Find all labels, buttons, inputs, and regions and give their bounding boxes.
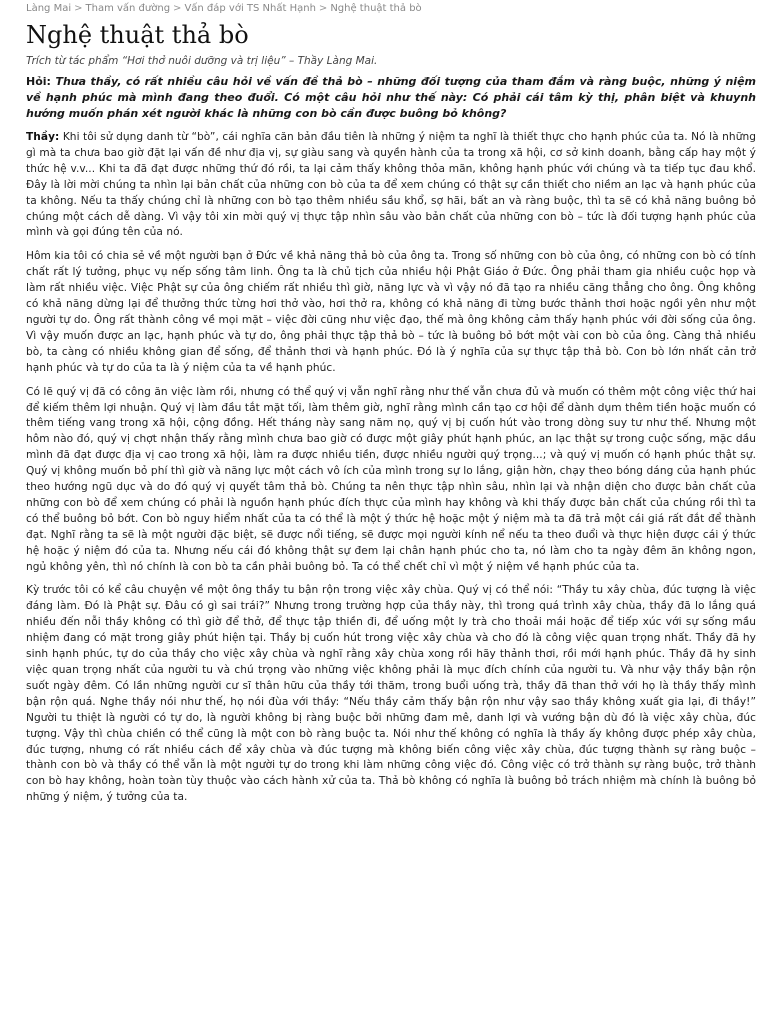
breadcrumb: [26, 0, 756, 18]
answer-paragraph-3: Có lẽ quý vị đã có công ăn việc làm rồi, nhưng có thể quý vị vẫn nghĩ rằng như thế vẫn chưa đủ và muốn có thêm một công việc thứ hai để kiếm thêm lợi nhuận. Quý vị làm đầu tắt mặt tối, làm thêm giờ, nghĩ rằng mình cần tạo cơ hội để dành dụm thêm tiền hoặc muốn có thêm tiếng vang trong xã hội, cộng đồng. Hết tháng này sang năm nọ, quý vị bị cuốn hút vào trong dòng suy tư như thế. Nhưng một hôm nào đó, quý vị chợt nhận thấy rằng mình chưa bao giờ có được một giây phút hạnh phúc, an lạc thật sự trong cuộc sống, mặc dầu mình đã đạt được địa vị cao trong xã hội, làm ra được nhiều tiền, được nhiều người quý trọng...; và quý vị muốn có hạnh phúc thật sự. Quý vị không muốn bỏ phí thì giờ và năng lực một cách vô ích của mình trong sự lo lắng, giận hờn, chạy theo bóng dáng của hạnh phúc theo hướng ngũ dục và do đó quý vị quyết tâm thả bò. Chúng ta nên thực tập nhìn sâu, nhìn lại và nhận diện cho được bản chất của những con bò để xem chúng có phải là nguồn hạnh phúc đích thực của mình hay không và khi thấy được bản chất của chúng rồi thì ta có thể buông bỏ bớt. Con bò nguy hiểm nhất của ta có thể là một ý thức hệ hoặc một ý niệm mà ta đã trả một cái giá rất đắt để thành đạt. Nghĩ rằng ta sẽ là một người đặc biệt, sẽ được nổi tiếng, sẽ được mọi người kính nể nếu ta theo đuổi và thực hiện được cái ý thức hệ hoặc ý niệm đó của ta. Nhưng nếu cái đó không thật sự đem lại chân hạnh phúc cho ta, nó làm cho ta ngày đêm ăn không ngon, ngủ không yên, thì nó chính là con bò ta cần phải buông bỏ. Ta có thể chết chỉ vì một ý niệm về hạnh phúc của ta.: [26, 385, 756, 573]
answer-label: Thầy:: [26, 131, 60, 143]
source-note: Trích từ tác phẩm “Hơi thở nuôi dưỡng và trị liệu” – Thầy Làng Mai.: [26, 55, 378, 67]
question-label: Hỏi:: [26, 75, 51, 88]
page-title: Nghệ thuật thả bò: [26, 21, 249, 49]
question-paragraph: [26, 74, 756, 122]
breadcrumb-current: Nghệ thuật thả bò: [330, 3, 422, 14]
breadcrumb-link-van-dap[interactable]: Vấn đáp với TS Nhất Hạnh: [184, 3, 316, 14]
breadcrumb-link-lang-mai[interactable]: Làng Mai: [26, 3, 72, 14]
question-text: Thưa thầy, có rất nhiều câu hỏi về vấn đề thả bò – những đối tượng của tham đắm và ràng buộc, những ý niệm về hạnh phúc mà mình đang theo đuổi. Có một câu hỏi như thế này: Có phải cái tâm kỳ thị, phân biệt và khuynh hướng muốn phán xét người khác là những con bò cần được buông bỏ không?: [26, 75, 756, 120]
breadcrumb-link-tham-van-duong[interactable]: Tham vấn đường: [85, 3, 171, 14]
answer-paragraph-2: Hôm kia tôi có chia sẻ về một người bạn ở Đức về khả năng thả bò của ông ta. Trong số những con bò của ông, có những con bò có tính chất rất lý tưởng, phục vụ nếp sống tâm linh. Ông ta là chủ tịch của nhiều hội Phật Giáo ở Đức. Ông phải tham gia nhiều cuộc họp và làm rất nhiều việc. Việc Phật sự của ông chiếm rất nhiều thì giờ, năng lực và vì vậy nó đã tạo ra nhiều căng thẳng cho ông. Ông không có khả năng dừng lại để thưởng thức từng hơi thở vào, hơi thở ra, không có khả năng đi từng bước thảnh thơi hoặc ngồi yên như một người tự do. Ông rất thành công về mọi mặt – việc đời cũng như việc đạo, thế mà ông không cảm thấy hạnh phúc với đời sống của ông. Vì vậy muốn được an lạc, hạnh phúc và tự do, ông phải thực tập thả bò – tức là buông bỏ bớt một vài con bò của ông. Càng thả nhiều bò, ta càng có nhiều không gian để sống, để thảnh thơi và hạnh phúc. Đó là ý nghĩa của sự thực tập thả bò. Con bò lớn nhất cản trở hạnh phúc và tự do của ta là ý niệm của ta về hạnh phúc.: [26, 250, 756, 374]
breadcrumb-separator: >: [74, 3, 83, 14]
answer-paragraph-1: [26, 130, 756, 241]
answer-paragraph-4: Kỳ trước tôi có kể câu chuyện về một ông thầy tu bận rộn trong việc xây chùa. Quý vị có thể nói: “Thầy tu xây chùa, đúc tượng là việc đáng làm. Đó là Phật sự. Đâu có gì sai trái?” Nhưng trong trường hợp của thầy này, thì trong quá trình xây chùa, thầy đã lo lắng quá nhiều đến nỗi thầy không có thì giờ để thở, để thực tập thiền đi, để uống một ly trà cho thoải mái hoặc để tiếp xúc với sự sống mầu nhiệm đang có mặt trong giây phút hiện tại. Thầy bị cuốn hút trong việc xây chùa và cho đó là công việc quan trọng nhất. Thầy đã hy sinh hạnh phúc, tự do của thầy cho việc xây chùa và nghĩ rằng xây chùa xong rồi hãy thảnh thơi, rồi mới hạnh phúc. Thầy đã hy sinh việc quan trọng nhất của người tu và chú trọng vào những việc không phải là mục đích chính của người tu. Và như vậy thầy bận rộn suốt ngày đêm. Có lần những người cư sĩ thân hữu của thầy tới thăm, trong buổi uống trà, thầy đã than thở với họ là thầy thấy mình bận rộn quá. Nghe thầy nói như thế, họ nói đùa với thầy: “Nếu thầy cảm thấy bận rộn như vậy sao thầy không xuất gia lại, đi thầy!” Người tu thiệt là người có tự do, là người không bị ràng buộc bởi những đam mê, danh lợi và vướng bận dù đó là việc xây chùa, đúc tượng. Vậy thì chùa chiền có thể cũng là một con bò ràng buộc ta. Nói như thế không có nghĩa là thầy ấy không được phép xây chùa, đúc tượng, nhưng có rất nhiều cách để xây chùa và đúc tượng mà không biến công việc xây chùa, đúc tượng thành sự ràng buộc – thành con bò và thầy có thể vẫn là một người tự do trong khi làm những công việc đó. Công việc có trở thành sự ràng buộc, trở thành con bò hay không, hoàn toàn tùy thuộc vào cách hành xử của ta. Thả bò không có nghĩa là buông bỏ trách nhiệm mà chính là buông bỏ những ý niệm, ý tưởng của ta.: [26, 584, 756, 804]
breadcrumb-separator: >: [173, 3, 182, 14]
paragraph-text: Khi tôi sử dụng danh từ “bò”, cái nghĩa căn bản đầu tiên là những ý niệm ta nghĩ là thiết thực cho hạnh phúc của ta. Nó là những gì mà ta chưa bao giờ đặt lại vấn đề như địa vị, sự giàu sang và quyền hành của ta trong xã hội, cơ sở kinh doanh, bằng cấp hay một ý thức hệ v.v... Khi ta đã đạt được những thứ đó rồi, ta lại cảm thấy không thỏa mãn, không hạnh phúc với chúng và ta tiếp tục đau khổ. Đây là lời mời chúng ta nhìn lại bản chất của những con bò của ta để xem chúng có thật sự cần thiết cho niềm an lạc và hạnh phúc của ta không. Nếu ta thấy chúng chỉ là những con bò tạo thêm nhiều sầu khổ, sợ hãi, bất an và ràng buộc, thì ta sẽ có khả năng buông bỏ chúng một cách dễ dàng. Vì vậy tôi xin mời quý vị thực tập nhìn sâu vào bản chất của những con bò – tức là đối tượng hạnh phúc của mình và gọi đúng tên của nó.: [26, 131, 757, 239]
breadcrumb-separator: >: [318, 3, 328, 14]
